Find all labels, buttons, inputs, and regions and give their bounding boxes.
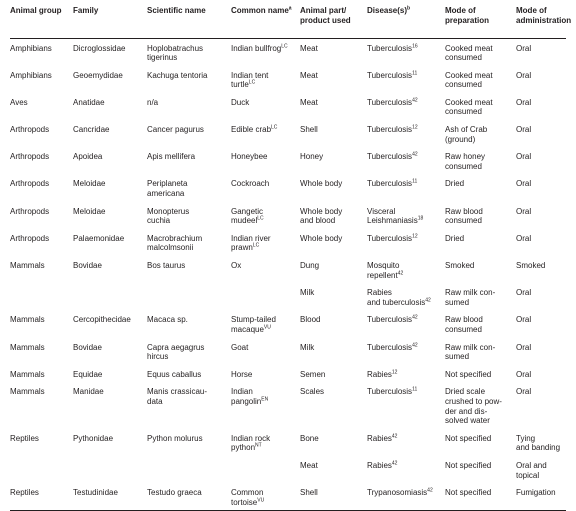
cell-mode-of-preparation: Raw milk con- sumed [445,288,496,307]
cell-scientific-name: Cancer pagurus [147,125,204,135]
cell-animal-group [10,283,73,310]
cell-animal-part: Milk [300,288,315,298]
header-mode-of-administration: Mode of administration [516,4,566,38]
cell-scientific-name [147,456,231,483]
cell-mode-of-preparation: Not specified [445,369,492,379]
cell-mode-of-administration: Oral [516,342,532,352]
reference-superscript: 12 [391,369,398,376]
cell-scientific-name: Periplaneta americana [147,179,188,199]
cell-mode-of-preparation: Dried [445,233,465,243]
cell-animal-part: Whole body [300,179,343,189]
header-animal-group: Animal group [10,4,73,38]
reference-superscript: NT [255,442,262,449]
cell-animal-group: Reptiles [10,483,73,511]
header-family: Family [73,4,147,38]
cell-disease: Tuberculosis$^{16}$ [367,42,418,53]
cell-animal-group: Arthropods [10,152,50,162]
header-row [10,4,566,38]
cell-animal-group: Reptiles [10,433,39,443]
cell-disease: Rabies$^{42}$ [367,433,398,443]
cell-mode-of-preparation: Dried [445,179,465,189]
table-body [10,38,566,511]
cell-common-name: Gangetic mudeel$^{LC}$ [231,206,264,226]
cell-animal-part: Bone [300,433,319,443]
cell-family [73,456,147,483]
cell-scientific-name: Kachuga tentoria [147,70,208,80]
reference-superscript: LC [271,124,278,131]
cell-mode-of-administration: Oral [516,288,532,298]
cell-mode-of-administration: Oral and topical [516,460,547,480]
table-row [10,38,566,66]
reference-superscript: 16 [412,42,418,49]
cell-animal-part: Meat [300,460,318,470]
header-animal-part: Animal part/ product used [300,4,367,38]
cell-animal-group: Aves [10,97,28,107]
cell-animal-group [10,456,73,483]
cell-disease: Tuberculosis$^{11}$ [367,386,418,397]
cell-disease: Tuberculosis$^{12}$ [367,124,418,135]
header-common-name: Common name$^a$ [231,4,300,38]
reference-superscript: 42 [397,269,404,276]
cell-family: Dicroglossidae [73,43,126,53]
header-mode-of-preparation: Mode of preparation [445,4,516,38]
cell-common-name [231,283,300,310]
reference-superscript: 42 [412,151,418,158]
cell-family: Palaemonidae [73,233,125,243]
cell-common-name: Indian bullfrog$^{LC}$ [231,42,288,53]
cell-common-name: Goat [231,342,249,352]
cell-disease: Rabies$^{12}$ [367,369,398,379]
table-row [10,382,566,428]
table-row [10,229,566,256]
cell-mode-of-preparation: Not specified [445,460,492,470]
cell-mode-of-administration: Smoked [516,261,546,270]
cell-common-name: Indian rock python$^{NT}$ [231,433,271,453]
table-row [10,283,566,310]
reference-superscript: LC [257,215,264,222]
cell-family: Meloidae [73,179,106,189]
cell-mode-of-administration: Oral [516,179,532,189]
cell-common-name: Indian pangolin$^{EN}$ [231,387,269,406]
cell-scientific-name: Apis mellifera [147,152,196,162]
cell-disease: Tuberculosis$^{42}$ [367,314,418,325]
table-row [10,174,566,201]
cell-family: Pythonidae [73,433,114,443]
cell-common-name: Duck [231,97,250,107]
cell-animal-group: Arthropods [10,125,50,135]
cell-disease: Rabies$^{42}$ [367,460,398,470]
cell-mode-of-preparation: Cooked meat consumed [445,70,493,90]
cell-animal-group: Amphibians [10,43,52,53]
reference-superscript: 11 [412,178,418,185]
cell-disease: Mosquito repellent$^{42}$ [367,261,404,280]
cell-family: Manidae [73,387,104,397]
cell-common-name: Ox [231,261,242,270]
cell-common-name [231,456,300,483]
cell-common-name: Stump-tailed macaque$^{VU}$ [231,315,276,334]
reference-superscript: 11 [412,386,418,393]
cell-mode-of-administration: Oral [516,206,532,216]
cell-mode-of-administration: Oral [516,70,532,80]
table-row [10,66,566,93]
cell-family: Apoidea [73,152,103,162]
reference-superscript: VU [257,497,265,504]
cell-animal-group: Mammals [10,261,45,270]
table-row [10,483,566,511]
table-row [10,256,566,283]
cell-mode-of-preparation: Dried scale crushed to pow- der and dis- solved water [445,387,502,426]
cell-disease: Rabies and tuberculosis$^{42}$ [367,288,431,307]
cell-animal-group: Mammals [10,315,45,325]
cell-mode-of-administration: Oral [516,369,532,379]
cell-mode-of-preparation: Raw honey consumed [445,152,486,171]
cell-scientific-name: Monopterus cuchia [147,206,190,226]
cell-mode-of-administration: Fumigation [516,483,566,511]
cell-family: Bovidae [73,342,102,352]
cell-mode-of-preparation: Cooked meat consumed [445,97,493,117]
cell-scientific-name [147,283,231,310]
table-header [10,4,572,38]
cell-family: Testudinidae [73,483,147,511]
reference-superscript: VU [263,324,271,331]
cell-animal-part: Milk [300,342,315,352]
cell-scientific-name: n/a [147,97,159,107]
table-row [10,147,566,174]
reference-superscript: EN [261,396,269,403]
reference-superscript: 42 [412,97,418,104]
table-row [10,202,566,229]
cell-common-name: Honeybee [231,152,268,162]
cell-scientific-name: Hoplobatrachus tigerinus [147,43,204,63]
cell-disease: Tuberculosis$^{11}$ [367,70,418,80]
cell-disease: Tuberculosis$^{12}$ [367,233,418,243]
cell-family: Anatidae [73,97,105,107]
cell-animal-part: Whole body [300,233,343,243]
cell-animal-group: Mammals [10,342,45,352]
cell-animal-part: Meat [300,70,318,80]
cell-mode-of-preparation: Smoked [445,261,475,270]
table-row [10,120,566,147]
cell-animal-group: Mammals [10,369,45,379]
cell-mode-of-administration: Oral [516,43,532,53]
cell-animal-part: Whole body and blood [300,206,343,226]
cell-common-name: Horse [231,369,253,379]
cell-scientific-name: Capra aegagrus hircus [147,342,205,362]
cell-mode-of-preparation: Raw blood consumed [445,315,483,334]
cell-scientific-name: Macaca sp. [147,315,188,325]
cell-scientific-name: Macrobrachium malcolmsonii [147,233,203,253]
cell-mode-of-preparation: Raw milk con- sumed [445,342,496,362]
cell-common-name: Common tortoise$^{VU}$ [231,483,300,511]
cell-family: Meloidae [73,206,106,216]
cell-animal-part: Semen [300,369,326,379]
table-row [10,365,566,383]
cell-animal-part: Shell [300,125,318,135]
reference-superscript: 42 [391,460,398,467]
cell-disease: Tuberculosis$^{11}$ [367,178,418,189]
cell-mode-of-administration: Tying and banding [516,433,561,453]
cell-mode-of-administration: Oral [516,387,532,397]
cell-family: Bovidae [73,261,102,270]
cell-family: Equidae [73,369,103,379]
cell-mode-of-administration: Oral [516,315,532,325]
cell-common-name: Edible crab$^{LC}$ [231,124,278,135]
cell-animal-part: Scales [300,387,325,397]
cell-disease: Tuberculosis$^{42}$ [367,341,418,352]
cell-disease: Trypanosomiasis$^{42}$ [367,483,445,511]
cell-scientific-name: Manis crassicau- data [147,387,208,406]
table-row [10,338,566,365]
reference-superscript: 12 [412,124,418,131]
cell-family [73,283,147,310]
cell-mode-of-preparation: Ash of Crab (ground) [445,125,488,144]
reference-superscript: 42 [412,341,418,348]
cell-animal-part: Shell [300,483,367,511]
cell-common-name: Indian tent turtle$^{LC}$ [231,70,269,90]
reference-superscript: 42 [391,433,398,440]
cell-mode-of-preparation: Not specified [445,483,516,511]
cell-mode-of-preparation: Not specified [445,433,492,443]
table-row [10,456,566,483]
reference-superscript: 42 [427,487,433,494]
table-row [10,93,566,120]
table-row [10,429,566,456]
cell-animal-part: Meat [300,97,318,107]
reference-superscript: LC [281,42,288,49]
reference-superscript: LC [248,79,256,86]
cell-scientific-name: Testudo graeca [147,483,231,511]
cell-animal-group: Amphibians [10,70,52,80]
cell-mode-of-administration: Oral [516,233,532,243]
cell-animal-part: Blood [300,315,321,325]
cell-animal-group: Arthropods [10,206,50,216]
cell-mode-of-administration: Oral [516,125,532,135]
cell-scientific-name: Python molurus [147,433,203,443]
cell-family: Geoemydidae [73,70,123,80]
reference-superscript: 42 [412,314,418,321]
cell-mode-of-administration: Oral [516,97,532,107]
cell-common-name: Indian river prawn$^{LC}$ [231,233,271,253]
cell-mode-of-preparation: Cooked meat consumed [445,43,493,63]
cell-scientific-name: Bos taurus [147,261,186,270]
table-row [10,310,566,337]
cell-animal-group: Mammals [10,387,45,397]
cell-scientific-name: Equus caballus [147,369,202,379]
header-diseases: $Disease(s)^b$ [367,4,445,38]
reference-superscript: 11 [412,70,418,77]
cell-animal-group: Arthropods [10,179,50,189]
reference-superscript: 42 [425,297,431,304]
header-scientific-name: Scientific name [147,4,231,38]
cell-common-name: Cockroach [231,179,270,189]
cell-family: Cercopithecidae [73,315,131,325]
cell-mode-of-preparation: Raw blood consumed [445,206,483,226]
cell-family: Cancridae [73,125,110,135]
cell-animal-part: Honey [300,152,324,162]
cell-animal-part: Dung [300,261,320,270]
cell-animal-part: Meat [300,43,318,53]
cell-disease: Tuberculosis$^{42}$ [367,97,418,107]
reference-superscript: 12 [412,233,418,240]
cell-disease: Visceral Leishmaniasis$^{18}$ [367,206,424,226]
cell-disease: Tuberculosis$^{42}$ [367,151,418,162]
cell-animal-group: Arthropods [10,233,50,243]
reference-superscript: LC [252,242,260,249]
reference-superscript: 18 [417,215,424,222]
cell-mode-of-administration: Oral [516,152,532,162]
